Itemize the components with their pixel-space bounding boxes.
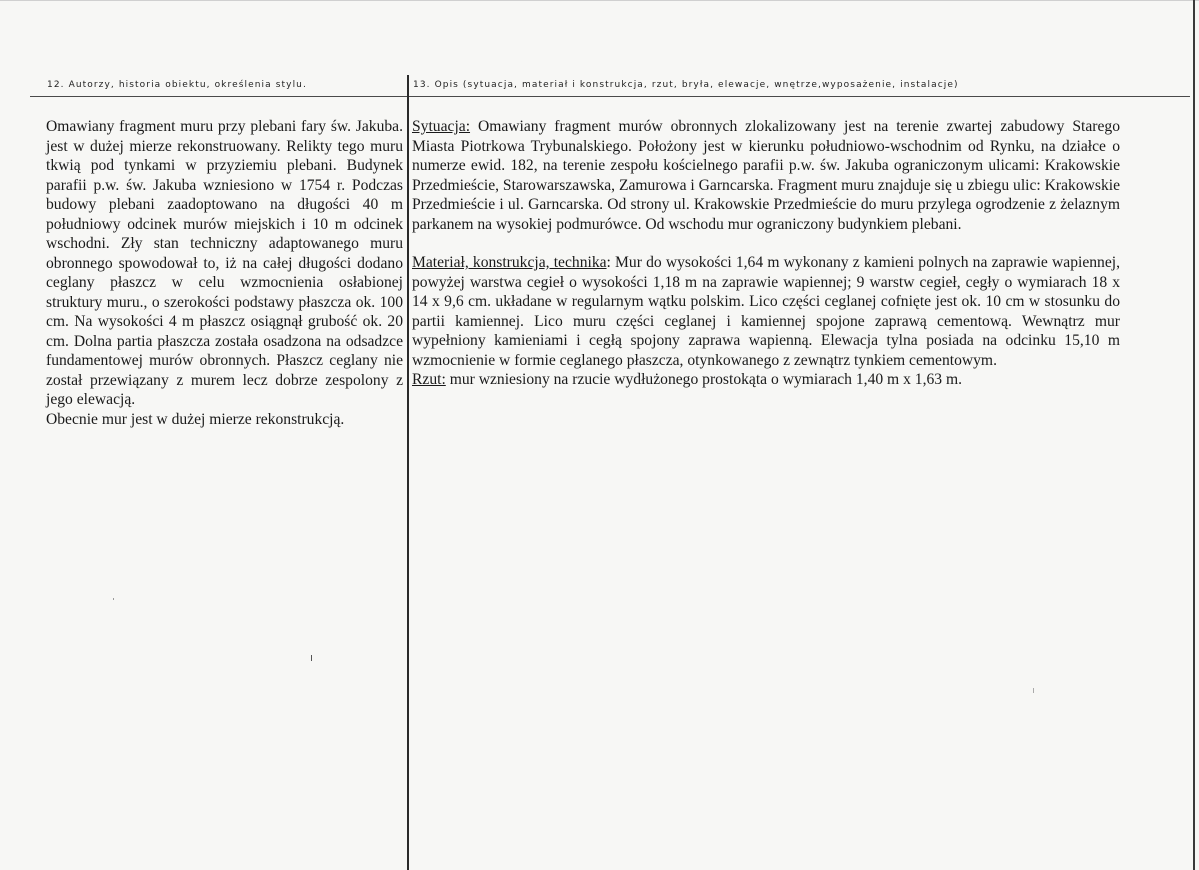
- history-section: [46, 117, 403, 429]
- section-12-header: 12. Autorzy, historia obiektu, określenia stylu.: [47, 80, 307, 90]
- situation-text: Omawiany fragment murów obronnych zlokalizowany jest na terenie zwartej zabudowy Starego Miasta Piotrkowa Trybunalskiego. Położony jest w kierunku południowo-wschodnim od Rynku, na działce o numerze ewid. 182, na terenie zespołu kościelnego parafii p.w. św. Jakuba ograniczonym ulicami: Krakowskie Przedmieście, Starowarszawska, Zamurowa i Garncarska. Fragment muru znajduje się u zbiegu ulic: Krakowskie Przedmieście i ul. Garncarska. Od strony ul. Krakowskie Przedmieście do muru przylega ogrodzenie z żelaznym parkanem na wysokiej podmurówce. Od wschodu mur ograniczony budynkiem plebani.: [412, 118, 1120, 233]
- scan-speck: [311, 655, 312, 661]
- right-edge: [1193, 0, 1195, 870]
- description-section: [412, 117, 1120, 390]
- material-label: Materiał, konstrukcja, technika: [412, 254, 607, 271]
- material-paragraph: [412, 253, 1120, 370]
- plan-label: Rzut:: [412, 371, 446, 388]
- section-13-header: 13. Opis (sytuacja, materiał i konstrukcja, rzut, bryła, elewacje, wnętrze,wyposażenie, instalacje): [413, 80, 959, 90]
- plan-text: mur wzniesiony na rzucie wydłużonego prostokąta o wymiarach 1,40 m x 1,63 m.: [445, 371, 962, 388]
- history-closing: Obecnie mur jest w dużej mierze rekonstrukcją.: [46, 410, 345, 428]
- situation-label: Sytuacja:: [412, 118, 471, 135]
- history-paragraph: Omawiany fragment muru przy plebani fary św. Jakuba. jest w dużej mierze rekonstruowany. Relikty tego muru tkwią pod tynkami w przyziemiu plebani. Budynek parafii p.w. św. Jakuba wzniesiono w 1754 r. Podczas budowy plebani zaadoptowano na długości 40 m południowy odcinek murów miejskich i 10 m odcinek wschodni. Zły stan techniczny adaptowanego muru obronnego spowodował to, iż na całej długości dodano ceglany płaszcz w celu wzmocnienia osłabionej struktury muru., o szerokości podstawy płaszcza ok. 100 cm. Na wysokości 4 m płaszcz osiągnął grubość ok. 20 cm. Dolna partia płaszcza została osadzona na odsadzce fundamentowej murów obronnych. Płaszcz ceglany nie został przewiązany z murem lecz dobrze zespolony z jego elewacją.: [46, 118, 403, 408]
- header-divider: [30, 96, 1190, 97]
- situation-paragraph: [412, 117, 1120, 234]
- column-divider: [407, 75, 409, 870]
- plan-paragraph: [412, 370, 1120, 390]
- scan-speck: [113, 598, 114, 600]
- top-edge: [0, 0, 1199, 1]
- material-text: : Mur do wysokości 1,64 m wykonany z kamieni polnych na zaprawie wapiennej, powyżej warstwa cegieł o wysokości 1,18 m na zaprawie wapiennej; 9 warstw cegieł, cegły o wymiarach 18 x 14 x 9,6 cm. układane w regularnym wątku polskim. Lico części ceglanej cofnięte jest ok. 10 cm w stosunku do partii kamiennej. Lico muru części ceglanej i kamiennej spojone zaprawą cementową. Wewnątrz mur wypełniony kamieniami i cegłą spojony zaprawa wapienną. Elewacja tylna posiada na odcinku 15,10 m wzmocnienie w formie ceglanego płaszcza, otynkowanego z zewnątrz tynkiem cementowym.: [412, 254, 1120, 369]
- scan-speck: [1033, 688, 1034, 693]
